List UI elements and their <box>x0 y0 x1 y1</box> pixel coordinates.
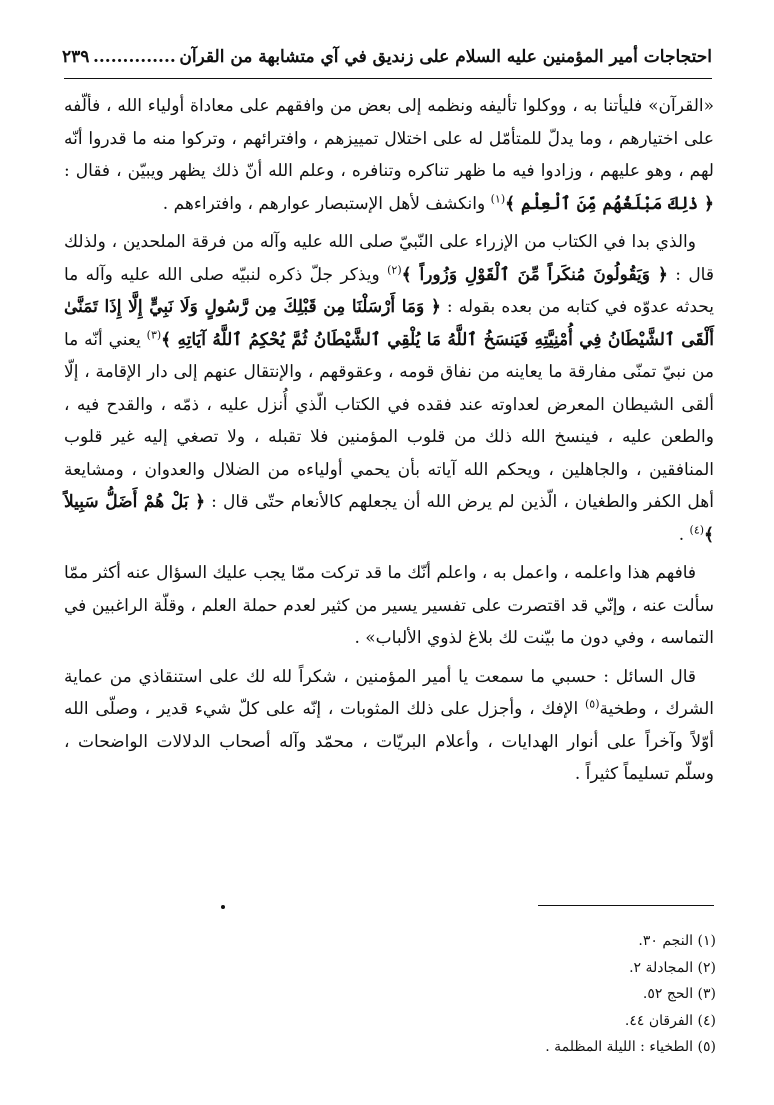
footnote-ref: (٢) <box>387 262 402 276</box>
footnote-ref: (٤) <box>689 522 705 536</box>
quran-quote: ﴿ ذٰلِكَ مَبْلَغُهُم مِّنَ ٱلْعِلْمِ ﴾ <box>505 193 714 214</box>
text-run: يعني أنّه ما من نبيّ تمنّى مفارقة ما يعاينه من نفاق قومه ، وعقوقهم ، والإنتقال عنهم إلى دار الإقامة ، إلّا ألقى الشيطان المعرض لعداوته عند فقده في الكتاب الّذي أُنزل عليه ، ذمّه ، والقدح فيه ، والطعن عليه ، فينسخ الله ذلك من قلوب المؤمنين فلا تقبله ، ولا تصغي إليه غير قلوب المنافقين ، والجاهلين ، ويحكم الله آياته بأن يحمي أولياءه من الضلال والعدوان ، ومشايعة أهل الكفر والطغيان ، الّذين لم يرض الله أن يجعلهم كالأنعام حتّى قال : <box>64 329 714 512</box>
text-run: فافهم هذا واعلمه ، واعمل به ، واعلم أنّك ما قد تركت ممّا يجب عليك السؤال عنه أكثر ممّا سألت عنه ، وإنّي قد اقتصرت على تفسير يسير من كثير لعدم حملة العلم ، وقلّة الراغبين في التماسه ، وفي دون ما بيّنت لك بلاغ لذوي الألباب» . <box>64 563 714 648</box>
paragraph-4 <box>64 661 714 791</box>
stray-dot <box>221 905 225 909</box>
running-header <box>62 40 712 74</box>
footnotes <box>64 928 716 1061</box>
footnote-1: (١) النجم ٣٠. <box>638 933 716 949</box>
quran-quote: ﴿ بَلْ هُمْ أَضَلُّ سَبِيلاً ﴾ <box>64 492 714 545</box>
text-run: ويذكر جلّ ذكره لنبيّه صلى الله عليه وآله ما يحدثه عدوّه في كتابه من بعده بقوله : <box>64 264 714 317</box>
footnote-4: (٤) الفرقان ٤٤. <box>624 1012 716 1029</box>
text-run: «القرآن» فليأتنا به ، ووكلوا تأليفه ونظمه إلى بعض من وافقهم على معاداة أولياء الله ، فألّفه على اختيارهم ، وما يدلّ للمتأمّل له على اختلال تمييزهم ، وافترائهم ، وتركوا منه ما قدروا أنّه لهم ، وهو عليهم ، وزادوا فيه ما ظهر تناكره وتنافره ، وعلم الله أنّ ذلك يظهر ويبيّن ، فقال : <box>64 96 714 181</box>
main-text <box>64 90 714 791</box>
footnote-5: (٥) الطخياء : الليلة المظلمة . <box>545 1039 716 1055</box>
paragraph-3 <box>64 557 714 655</box>
text-run: الإفك ، وأجزل على ذلك المثوبات ، إنّه على كلّ شيء قدير ، وصلّى الله أوّلاً وآخراً على أنوار الهدايات ، وأعلام البريّات ، محمّد وآله أصحاب الدلالات الواضحات ، وسلّم تسليماً كثيراً . <box>64 699 714 784</box>
text-run: وانكشف لأهل الإستبصار عوارهم ، وافتراءهم . <box>162 193 491 214</box>
text-run: قال السائل : حسبي ما سمعت يا أمير المؤمنين ، شكراً لله لك على استنقاذي من عماية الشرك ، وطخية <box>64 666 714 719</box>
paragraph-1 <box>64 90 714 220</box>
footnote-2: (٢) المجادلة ٢. <box>629 959 716 976</box>
footnote-3: (٣) الحج ٥٢. <box>642 986 716 1002</box>
footnote-ref: (٣) <box>146 327 162 341</box>
text-run: والذي بدا في الكتاب من الإزراء على النّبيّ صلى الله عليه وآله من فرقة الملحدين ، ولذلك قال : <box>64 232 714 285</box>
paragraph-2 <box>64 226 714 551</box>
header-leader-dots: .............. <box>92 47 176 67</box>
footnote-ref: (١) <box>490 191 506 205</box>
page-number: ٢٣٩ <box>62 47 90 67</box>
quran-quote: ﴿ وَيَقُولُونَ مُنكَراً مِّنَ ٱلْقَوْلِ وَزُوراً ﴾ <box>401 264 668 285</box>
header-rule <box>64 78 712 79</box>
footnote-rule <box>538 905 714 906</box>
text-run: . <box>678 524 690 545</box>
quran-quote: ﴿ وَمَا أَرْسَلْنَا مِن قَبْلِكَ مِن رَّسُولٍ وَلَا نَبِيٍّ إِلَّا إِذَا تَمَنَّىٰ أَلْقَى ٱلشَّيْطَانُ فِي أُمْنِيَّتِهِ فَيَنسَخُ ٱللَّهُ مَا يُلْقِي ٱلشَّيْطَانُ ثُمَّ يُحْكِمُ ٱللَّهُ آيَاتِهِ ﴾ <box>64 297 714 350</box>
footnote-ref: (٥) <box>585 697 600 711</box>
header-title: احتجاجات أمير المؤمنين عليه السلام على زنديق في آي متشابهة من القرآن <box>179 47 712 67</box>
